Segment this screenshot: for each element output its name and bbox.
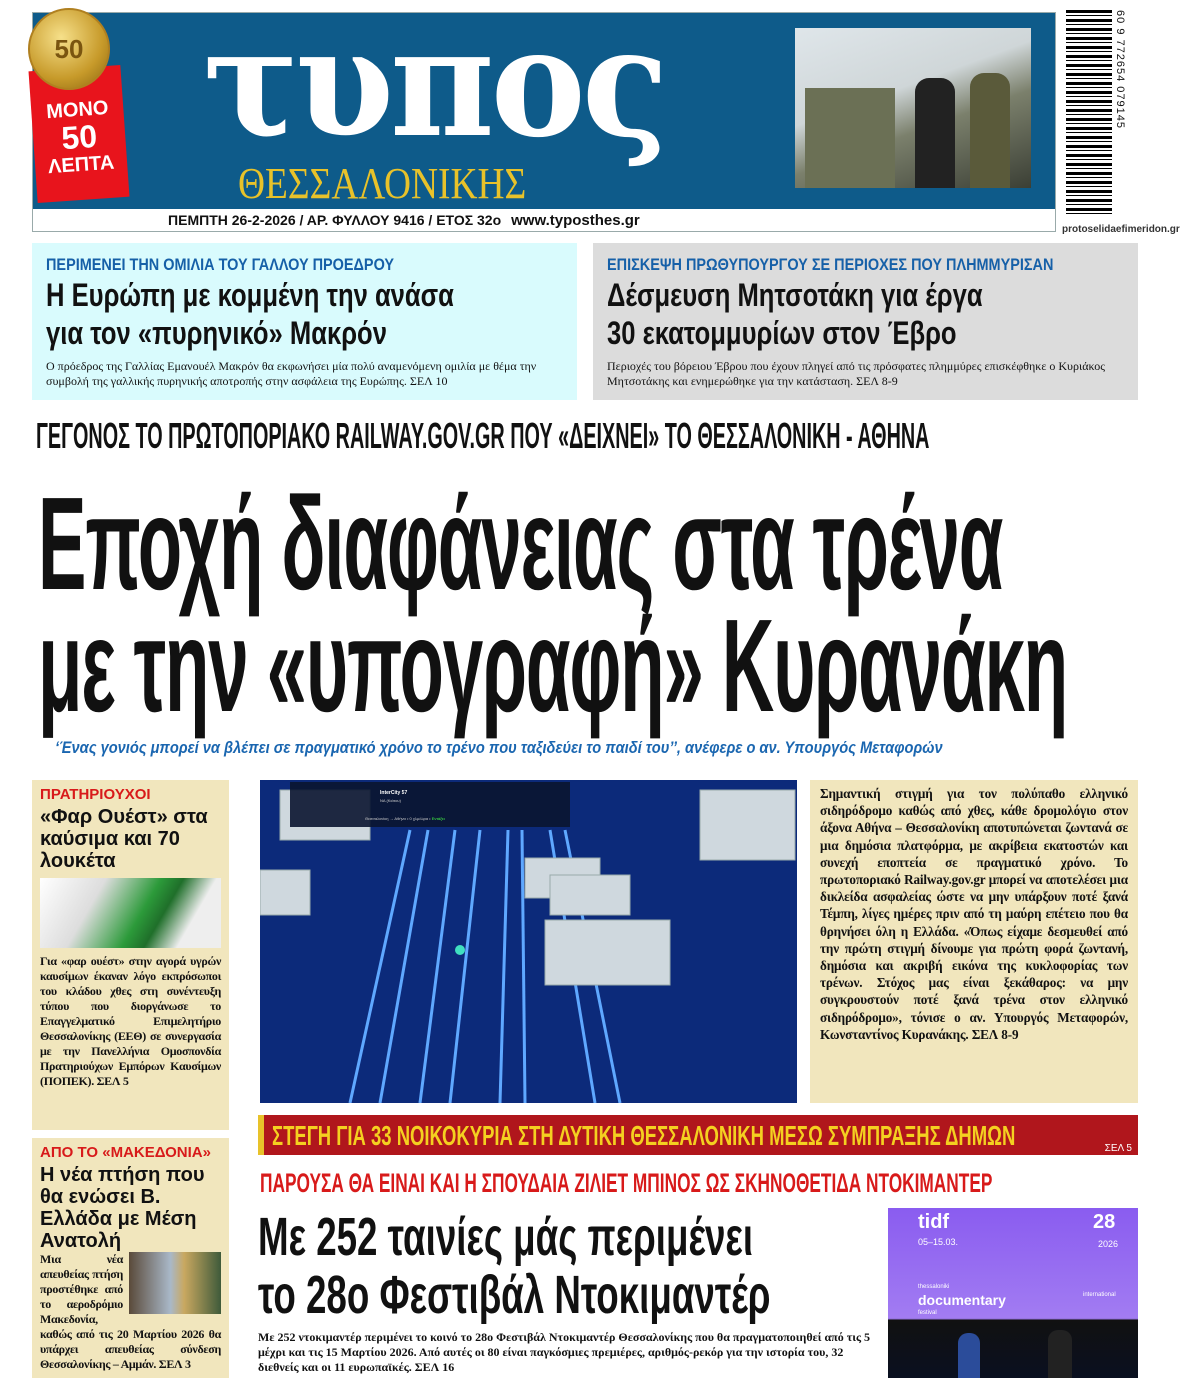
price-badge-value: 50 (60, 117, 99, 157)
sidebar-headline: «Φαρ Ουέστ» στα καύσιμα και 70 λουκέτα (40, 806, 208, 872)
poster-brand: tidf (918, 1211, 950, 1233)
map-train-sub: ΝΑ (Κιάτου) (380, 798, 401, 803)
festival-headline-line1: Με 252 ταινίες μάς περιμένει (258, 1207, 754, 1267)
website-link[interactable]: www.typosthes.gr (511, 212, 640, 229)
railway-map-graphic (260, 780, 797, 1103)
festival-headline-line2: το 28ο Φεστιβάλ Ντοκιμαντέρ (258, 1265, 771, 1325)
teaser-mitsotakis[interactable] (593, 243, 1138, 400)
lead-headline-line1: Εποχή διαφάνειας στα τρένα (38, 470, 1003, 617)
poster-edition: 28 (1093, 1211, 1116, 1233)
festival-photo (888, 1208, 1138, 1378)
banner-page: ΣΕΛ 5 (1104, 1143, 1132, 1154)
housing-banner[interactable] (258, 1115, 1138, 1155)
festival-body: Με 252 ντοκιμαντέρ περιμένει το κοινό το 28ο Φεστιβάλ Ντοκιμαντέρ Θεσσαλονίκης που θα πραγματοποιηθεί από τις 5 μέχρι και τις 15 Μαρτίου 2026. Από αυτές οι 80 είναι παγκόσμιες πρεμιέρες, αριθμός-ρεκόρ για την ιστορία του, 32 διεθνείς και οι 11 ευρωπαϊκές. ΣΕΛ 16 (258, 1330, 871, 1374)
source-credit: protoselidaefimeridon.gr (1062, 224, 1180, 235)
barcode (1066, 10, 1112, 215)
sidebar-kicker: ΑΠΟ ΤΟ «ΜΑΚΕΔΟΝΙΑ» (40, 1144, 211, 1161)
festival-kicker: ΠΑΡΟΥΣΑ ΘΑ ΕΙΝΑΙ ΚΑΙ Η ΣΠΟΥΔΑΙΑ ΖΙΛΙΕΤ ΜΠΙΝΟΣ ΩΣ ΣΚΗΝΟΘΕΤΙΔΑ ΝΤΟΚΙΜΑΝΤΕΡ (260, 1168, 993, 1198)
price-badge-line: ΛΕΠΤΑ (47, 151, 115, 178)
railway-map-screenshot (260, 780, 797, 1103)
teaser-macron[interactable] (32, 243, 577, 400)
teaser-headline: Δέσμευση Μητσοτάκη για έργα (607, 277, 983, 313)
newspaper-sublogo: ΘΕΣΣΑΛΟΝΙΚΗΣ (238, 159, 527, 208)
poster-line3: festival (918, 1310, 937, 1316)
teaser-kicker: ΠΕΡΙΜΕΝΕΙ ΤΗΝ ΟΜΙΛΙΑ ΤΟΥ ΓΑΛΛΟΥ ΠΡΟΕΔΡΟΥ (46, 255, 395, 274)
teaser-headline: για τον «πυρηνικό» Μακρόν (46, 315, 387, 351)
newspaper-logo: τυπος (203, 0, 665, 171)
teaser-kicker: ΕΠΙΣΚΕΨΗ ΠΡΩΘΥΠΟΥΡΓΟΥ ΣΕ ΠΕΡΙΟΧΕΣ ΠΟΥ ΠΛΗΜΜΥΡΙΣΑΝ (607, 255, 1054, 274)
map-train-name: InterCity 57 (380, 790, 408, 796)
lead-supertitle: ΓΕΓΟΝΟΣ ΤΟ ΠΡΩΤΟΠΟΡΙΑΚΟ RAILWAY.GOV.GR ΠΟΥ «ΔΕΙΧΝΕΙ» ΤΟ ΘΕΣΣΑΛΟΝΙΚΗ - ΑΘΗΝΑ (36, 415, 930, 456)
sidebar-body: Για «φαρ ουέστ» στην αγορά υγρών καυσίμων έκαναν λόγο εκπρόσωποι του κλάδου χθες στη συνέντευξη τύπου που διοργάνωσε το Επαγγελματικό Επιμελητήριο Θεσσαλονίκης (ΕΕΘ) σε συνεργασία με την Πανελλήνια Ομοσπονδία Πρατηριούχων Εμπόρων Καυσίμων (ΠΟΠΕΚ). ΣΕΛ 5 (40, 954, 221, 1088)
coin-icon: 50 (28, 8, 110, 90)
fuel-pump-photo (40, 878, 221, 948)
sidebar-kicker: ΠΡΑΤΗΡΙΟΥΧΟΙ (40, 786, 151, 803)
poster-intl: international (1083, 1292, 1116, 1298)
map-route-text: Θεσσαλονίκη → Αθήνα • 0 χλμ/ώρα • (365, 816, 431, 821)
lead-headline-line2: με την «υπογραφή» Κυρανάκη (38, 592, 1068, 739)
sidebar-headline: Η νέα πτήση που θα ενώσει Β. Ελλάδα με Μέση Ανατολή (40, 1164, 205, 1252)
sidebar-flight-story[interactable] (32, 1138, 229, 1378)
teaser-body: Περιοχές του βόρειου Έβρου που έχουν πληγεί από τις πρόσφατες πλημμύρες επισκέφθηκε ο Κυριάκος Μητσοτάκης και ενημερώθηκε για την κατάσταση. ΣΕΛ 8-9 (607, 359, 1106, 388)
pm-visit-photo (795, 28, 1031, 188)
dateline (168, 211, 640, 230)
poster-dates: 05–15.03. (918, 1237, 959, 1247)
sidebar-fuel-story[interactable] (32, 780, 229, 1130)
teaser-body: Ο πρόεδρος της Γαλλίας Εμανουέλ Μακρόν θα εκφωνήσει μία πολύ αναμενόμενη ομιλία με θέμα την συμβολή της γαλλικής πυρηνικής αποτροπής στην ασφάλεια της Ευρώπης. ΣΕΛ 10 (46, 359, 537, 388)
lead-body: Σημαντική στιγμή για τον πολύπαθο ελληνικό σιδηρόδρομο καθώς από χθες, κάθε δρομολόγιο στον άξονα Αθήνα – Θεσσαλονίκη αποτυπώνεται ζωντανά σε μια δημόσια πλατφόρμα, με ακρίβεια εκατοστών και συνεχή εποπτεία σε πραγματικό χρόνο. Το πρωτοποριακό Railway.gov.gr μπορεί να αποτελέσει μια δικλείδα ασφαλείας ώστε να μην υπάρξουν ποτέ ξανά Τέμπη, λίγες ημέρες πριν από τη μαύρη επέτειο που θα θρηνήσει όλη η Ελλάδα. «Όπως είχαμε δεσμευθεί από την πρώτη στιγμή δίνουμε για πρώτη φορά ζωντανή, δημόσια και ακριβή εικόνα της κυκλοφορίας των τρένων. Στόχος μας είναι ξεκάθαρος: να μην συγκρουστούν ποτέ ξανά τρένα στον ελληνικό σιδηρόδρομο», τόνισε ο αν. Υπουργός Μεταφορών, Κωνσταντίνος Κυρανάκης. ΣΕΛ 8-9 (810, 780, 1138, 1103)
map-status: Εντάξει (431, 816, 445, 821)
price-badge-line: ΜΟΝΟ (45, 96, 110, 124)
barcode-addon: 60 (1114, 10, 1126, 25)
barcode-number (1112, 10, 1126, 215)
poster-line1: thessaloniki (918, 1284, 950, 1290)
teaser-headline: Η Ευρώπη με κομμένη την ανάσα (46, 277, 454, 313)
banner-text: ΣΤΕΓΗ ΓΙΑ 33 ΝΟΙΚΟΚΥΡΙΑ ΣΤΗ ΔΥΤΙΚΗ ΘΕΣΣΑΛΟΝΙΚΗ ΜΕΣΩ ΣΥΜΠΡΑΞΗΣ ΔΗΜΩΝ (272, 1120, 1016, 1151)
sidebar-body: Μια νέα απευθείας πτήση προστέθηκε από το αεροδρόμιο Μακεδονία, καθώς από τις 20 Μαρτίου 2026 θα υπάρχει απευθείας σύνδεση Θεσσαλονίκης – Αμμάν. ΣΕΛ 3 (40, 1252, 221, 1371)
lead-strapline: ‘Ένας γονιός μπορεί να βλέπει σε πραγματικό χρόνο το τρένο που ταξιδεύει το παιδί του’’, ανέφερε ο αν. Υπουργός Μεταφορών (55, 738, 943, 757)
poster-line2: documentary (918, 1292, 1006, 1308)
map-route (365, 816, 445, 821)
poster-year: 2026 (1098, 1239, 1119, 1249)
teaser-headline: 30 εκατομμυρίων στον Έβρο (607, 315, 957, 351)
city-photo (129, 1252, 221, 1314)
issue-info: ΠΕΜΠΤΗ 26-2-2026 / ΑΡ. ΦΥΛΛΟΥ 9416 / ΕΤΟΣ 32ο (168, 212, 502, 228)
barcode-digits: 9 772654 079145 (1114, 28, 1126, 129)
